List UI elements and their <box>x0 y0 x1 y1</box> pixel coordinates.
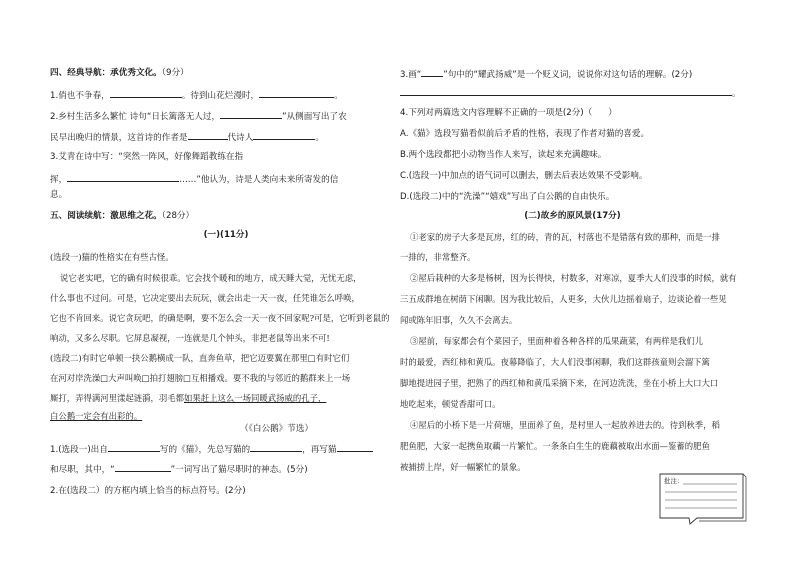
question-2 <box>50 109 347 124</box>
passage-3-line: ②屋后栽种的大多是杨树，因为长得快，村数多，对寒凉，夏季大人们没事的时候，就有 <box>410 273 737 283</box>
passage-2-line <box>50 410 142 423</box>
section-5-score: （28分） <box>161 211 195 221</box>
r1-text-a: 1.(选段一)出自 <box>50 445 108 455</box>
passage-1-line: 说它老实吧，它的确有时候很乖。它会找个暖和的地方，成天睡大觉，无忧无虑， <box>60 273 362 283</box>
q3r-text-end: 。 <box>732 89 741 99</box>
passage-2-line: 在河对岸洗澡□大声叫唤□拍打翅膀□互相播戏。要不我的与邻近的鹅群来上一场 <box>50 373 351 383</box>
question-1 <box>50 88 343 103</box>
option-a: A.《猫》选段写猫看似前后矛盾的性格，表现了作者对猫的喜爱。 <box>400 129 650 139</box>
section-5-title: 五、阅读续航：激思维之花。 <box>50 211 162 221</box>
q3-text-c: ……”他认为，诗是人类向未来所寄发的信 <box>179 175 339 185</box>
note-label: 批注： <box>664 477 684 485</box>
q2-text-e: 。 <box>315 133 324 143</box>
question-3-line-3: 息。 <box>50 190 68 200</box>
passage-3-line: 肥鱼肥，大家一起携鱼取藕一片繁忙。一条条白生生的鹿藕被取出水面—鉴蓄的肥鱼 <box>400 441 710 451</box>
passage-3-line: 闻或陈年旧事，久久不会离去。 <box>400 315 518 325</box>
passage-3-line: 三五成群地在树荫下闲聊。因为我比较后，人更多，大伙儿边摇着扇子，边谈论着一些见 <box>400 294 727 304</box>
passage-3-line: ④屋后的小桥下是一片荷塘，里面养了鱼，是村里人一起放养进去的。待到秋季，稻 <box>410 420 720 430</box>
reading-question-4 <box>400 107 617 120</box>
q3r-text-a: 3.画“ <box>400 70 422 80</box>
q3r-text-b: ”句中的“耀武扬威”是一个贬义词，说说你对这句话的理解。(2分) <box>443 70 693 80</box>
passage-1-line: 什么事也不过问。可是，它决定要出去玩玩，就会出走一天一夜，任凭谁怎么呼唤， <box>50 293 360 303</box>
option-d: D.(选段二)中的“洗澡”“嬉戏”写出了白公鹅的自由快乐。 <box>400 192 615 202</box>
passage-3-heading: (二)故乡的原风景(17分) <box>524 211 621 221</box>
passage-3-line: 被捕捞上岸，好一幅繁忙的景象。 <box>400 462 526 472</box>
q2-blank-3[interactable] <box>253 130 315 140</box>
reading-question-3-answer-line <box>400 86 741 101</box>
passage-3-line: 一排的，非常整齐。 <box>400 252 476 262</box>
q3r-blank-1[interactable] <box>421 67 443 77</box>
q2-text-d: 代诗人 <box>227 133 254 143</box>
q3-text-b: 挥， <box>50 175 68 185</box>
q1-blank-1[interactable] <box>110 88 182 98</box>
option-b: B.两个选段都把小动物当作人来写，读起来充满趣味。 <box>400 150 607 160</box>
q2-blank-1[interactable] <box>220 109 282 119</box>
q3r-answer-blank[interactable] <box>400 86 732 96</box>
section-4-score: （9分） <box>161 68 189 78</box>
passage-source: （《白公鹅》节选） <box>240 424 314 434</box>
reading-question-1-line-2 <box>50 462 308 477</box>
q2-blank-2[interactable] <box>188 130 228 140</box>
q2-text-c: 民早出晚归的情景，这首诗的作者是 <box>50 133 188 143</box>
question-3-line-2 <box>50 172 338 187</box>
r1-text-d: 和尽职，其中，“ <box>50 465 115 475</box>
underlined-sentence-end: 白公鹅一定会有出彩的。 <box>50 411 143 421</box>
r1-blank-2[interactable] <box>250 442 302 452</box>
r1-blank-3[interactable] <box>337 442 373 452</box>
passage-1-line: 它也不肯回来。说它贪玩吧，的确是啊，要不怎么会一天一夜不回家呢?可是，它听到老鼠的 <box>50 313 390 323</box>
passage-2-line <box>50 392 326 405</box>
r1-text-e: ”一词写出了猫尽职时的神态。(5分) <box>170 465 308 475</box>
q1-text-c: 。 <box>334 91 343 101</box>
section-4-heading <box>50 67 189 80</box>
annotation-note-box[interactable] <box>657 470 749 526</box>
q4-text-a: 4.下列对两篇选文内容理解不正确的一项是(2分)（ <box>400 108 593 118</box>
passage-1-line: 响动，又多么尽职。它屏息凝视，一连就是几个钟头，非把老鼠等出来不可! <box>50 333 330 343</box>
passage-2-line: (选段二)有时它单顿一抉公鹅横成一队，直奔鱼草，把它迈要翼在那里□有时它们 <box>50 353 350 363</box>
option-c: C.(选段一)中加点的语气词可以删去，删去后表达效果不受影响。 <box>400 171 648 181</box>
q4-text-b: ） <box>608 108 617 118</box>
q3-blank[interactable] <box>67 172 179 182</box>
section-5-heading <box>50 210 194 223</box>
r1-text-c: ，再写猫 <box>302 445 337 455</box>
question-2-line-2 <box>50 130 324 145</box>
q1-text-a: 1.俏也不争春， <box>50 91 110 101</box>
passage-1-heading: (一)(11分) <box>203 230 249 240</box>
section-4-title: 四、经典导航：承优秀文化。 <box>50 68 162 78</box>
passage-3-line: ①老家的房子大多是瓦房，红的砖，青的瓦，村落也不是错落有致的那种，而是一排 <box>410 232 720 242</box>
q1-text-b: 。待到山花烂漫时， <box>181 91 260 101</box>
underlined-sentence: 如果赶上这么一场同暖武扬威的孔子， <box>184 393 327 403</box>
r1-blank-4[interactable] <box>115 462 171 472</box>
passage-3-line: 时的最爱，西红柿和黄瓜。夜幕降临了，大人们没事闲聊，我们这群孩童则会溜下篱 <box>400 357 710 367</box>
reading-question-1 <box>50 442 373 457</box>
reading-question-2: 2.在(选段二）的方框内填上恰当的标点符号。(2分) <box>50 486 246 496</box>
passage-3-line: ③屋前，每家都会有个菜园子，里面种着各种各样的瓜果蔬菜，有两样是我们儿 <box>410 336 704 346</box>
passage-1-line: (选段一)猫的性格实在有些古怪。 <box>50 252 174 262</box>
passage-3-line: 脚地提进园子里，把熟了的西红柿和黄瓜采摘下来，在河边洗洗，坐在小桥上大口大口 <box>400 378 719 388</box>
question-3: 3.艾青在诗中写：“突然一阵风，好像舞蹈教练在指 <box>50 152 244 162</box>
r1-blank-1[interactable] <box>108 442 160 452</box>
q2-text-b: ”从侧面写出了农 <box>282 112 347 122</box>
passage-text: 厮打，弄得满河里漾起涟漪，羽毛都 <box>50 393 184 403</box>
reading-question-3 <box>400 67 692 82</box>
r1-text-b: 写的《猫》，先总写猫的 <box>159 445 251 455</box>
q1-blank-2[interactable] <box>259 88 334 98</box>
q2-text-a: 2.乡村生活多么繁忙 诗句“日长篱落无人过， <box>50 112 221 122</box>
passage-3-line: 地吃起来，顿觉香甜可口。 <box>400 399 501 409</box>
